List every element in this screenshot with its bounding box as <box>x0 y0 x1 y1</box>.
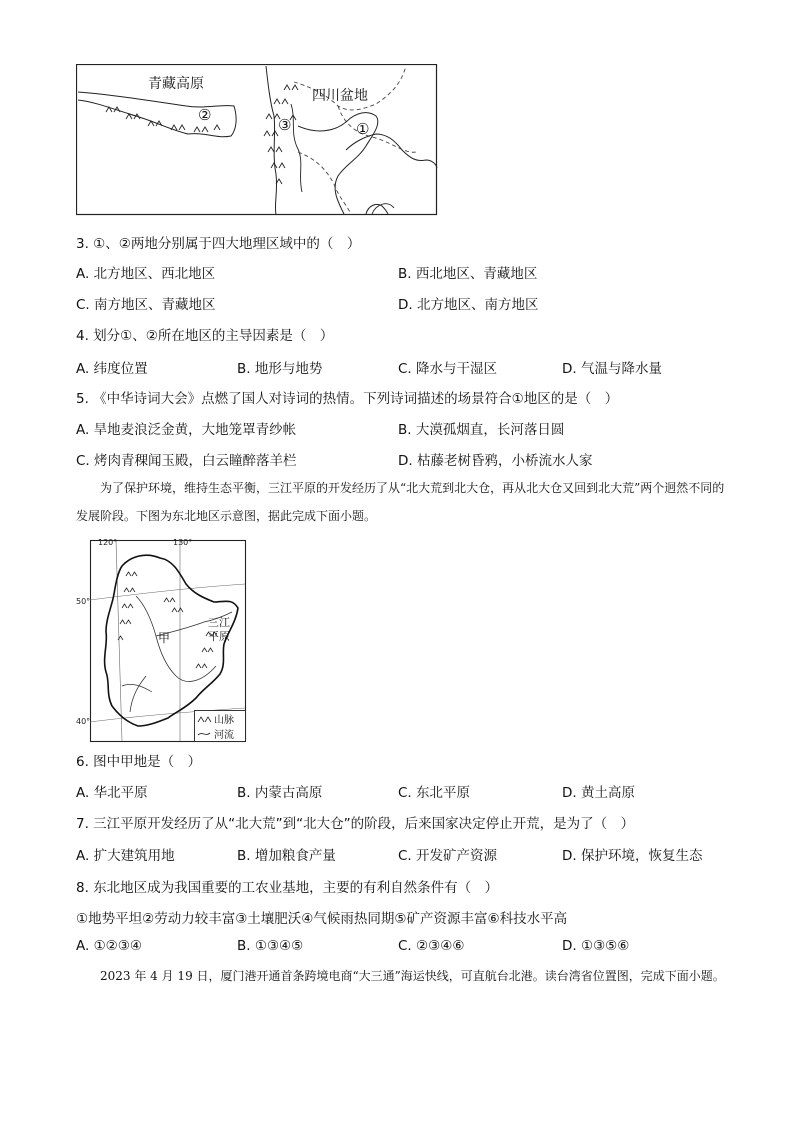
label-jia: 甲 <box>158 631 171 645</box>
intro-paragraph-sanjiang: 为了保护环境，维持生态平衡，三江平原的开发经历了从“北大荒到北大仓，再从北大仓又回到北大荒”两个迥然不同的发展阶段。下图为东北地区示意图，据此完成下面小题。 <box>76 481 725 523</box>
q3-option-c[interactable]: C. 南方地区、青藏地区 <box>76 297 216 313</box>
label-sanjiang-1: 三江 <box>208 616 230 629</box>
q5-option-d[interactable]: D. 枯藤老树昏鸦，小桥流水人家 <box>398 453 593 469</box>
lon-120-label: 120° <box>98 538 118 547</box>
q5-option-b[interactable]: B. 大漠孤烟直，长河落日圆 <box>398 422 565 438</box>
q8-option-a[interactable]: A. ①②③④ <box>76 938 142 954</box>
q7-option-a[interactable]: A. 扩大建筑用地 <box>76 848 175 864</box>
lon-130-label: 130° <box>173 538 193 547</box>
q4-stem: 4. 划分①、②所在地区的主导因素是（ ） <box>76 328 334 344</box>
q6-stem: 6. 图中甲地是（ ） <box>76 754 202 770</box>
label-sanjiang-2: 平原 <box>208 630 230 643</box>
q4-option-a[interactable]: A. 纬度位置 <box>76 361 148 377</box>
legend-river-label: 河流 <box>214 730 234 741</box>
q7-option-d[interactable]: D. 保护环境，恢复生态 <box>562 848 703 864</box>
lat-50-label: 50° <box>76 597 91 606</box>
q6-option-a[interactable]: A. 华北平原 <box>76 785 148 801</box>
marker-2: ② <box>198 106 212 124</box>
q7-stem: 7. 三江平原开发经历了从“北大荒”到“北大仓”的阶段，后来国家决定停止开荒，是为了（ ） <box>76 816 635 832</box>
q8-option-b[interactable]: B. ①③④⑤ <box>237 938 304 954</box>
map-legend <box>195 711 246 742</box>
lat-40-label: 40° <box>76 717 91 726</box>
q8-conditions: ①地势平坦②劳动力较丰富③土壤肥沃④气候雨热同期⑤矿产资源丰富⑥科技水平高 <box>76 911 568 927</box>
marker-3: ③ <box>278 116 292 134</box>
q3-stem: 3. ①、②两地分别属于四大地理区域中的（ ） <box>76 236 361 252</box>
legend-mountain-label: 山脉 <box>214 715 234 726</box>
northeast-china-map <box>76 536 248 744</box>
intro-paragraph-taiwan: 2023 年 4 月 19 日，厦门港开通首条跨境电商“大三通”海运快线，可直航台北港。读台湾省位置图，完成下面小题。 <box>100 969 725 983</box>
q4-option-b[interactable]: B. 地形与地势 <box>237 361 323 377</box>
label-plateau: 青藏高原 <box>148 76 204 92</box>
q3-option-b[interactable]: B. 西北地区、青藏地区 <box>398 266 538 282</box>
q8-option-d[interactable]: D. ①③⑤⑥ <box>562 938 630 954</box>
q4-option-c[interactable]: C. 降水与干湿区 <box>398 361 498 377</box>
q3-option-d[interactable]: D. 北方地区、南方地区 <box>398 297 539 313</box>
q5-option-a[interactable]: A. 旱地麦浪泛金黄，大地笼罩青纱帐 <box>76 422 297 438</box>
label-basin: 四川盆地 <box>312 88 368 104</box>
q8-option-c[interactable]: C. ②③④⑥ <box>398 938 465 954</box>
q7-option-c[interactable]: C. 开发矿产资源 <box>398 848 498 864</box>
q4-option-d[interactable]: D. 气温与降水量 <box>562 361 662 377</box>
marker-1: ① <box>356 120 370 138</box>
q8-stem: 8. 东北地区成为我国重要的工农业基地，主要的有利自然条件有（ ） <box>76 880 499 896</box>
q5-option-c[interactable]: C. 烤肉青稞闻玉殿，白云瞳醉落羊栏 <box>76 453 297 469</box>
q6-option-c[interactable]: C. 东北平原 <box>398 785 471 801</box>
q3-option-a[interactable]: A. 北方地区、西北地区 <box>76 266 216 282</box>
sichuan-tibet-map <box>76 64 438 216</box>
q5-stem: 5. 《中华诗词大会》点燃了国人对诗词的热情。下列诗词描述的场景符合①地区的是（ ） <box>76 391 619 407</box>
q6-option-b[interactable]: B. 内蒙古高原 <box>237 785 323 801</box>
q7-option-b[interactable]: B. 增加粮食产量 <box>237 848 336 864</box>
q6-option-d[interactable]: D. 黄土高原 <box>562 785 635 801</box>
